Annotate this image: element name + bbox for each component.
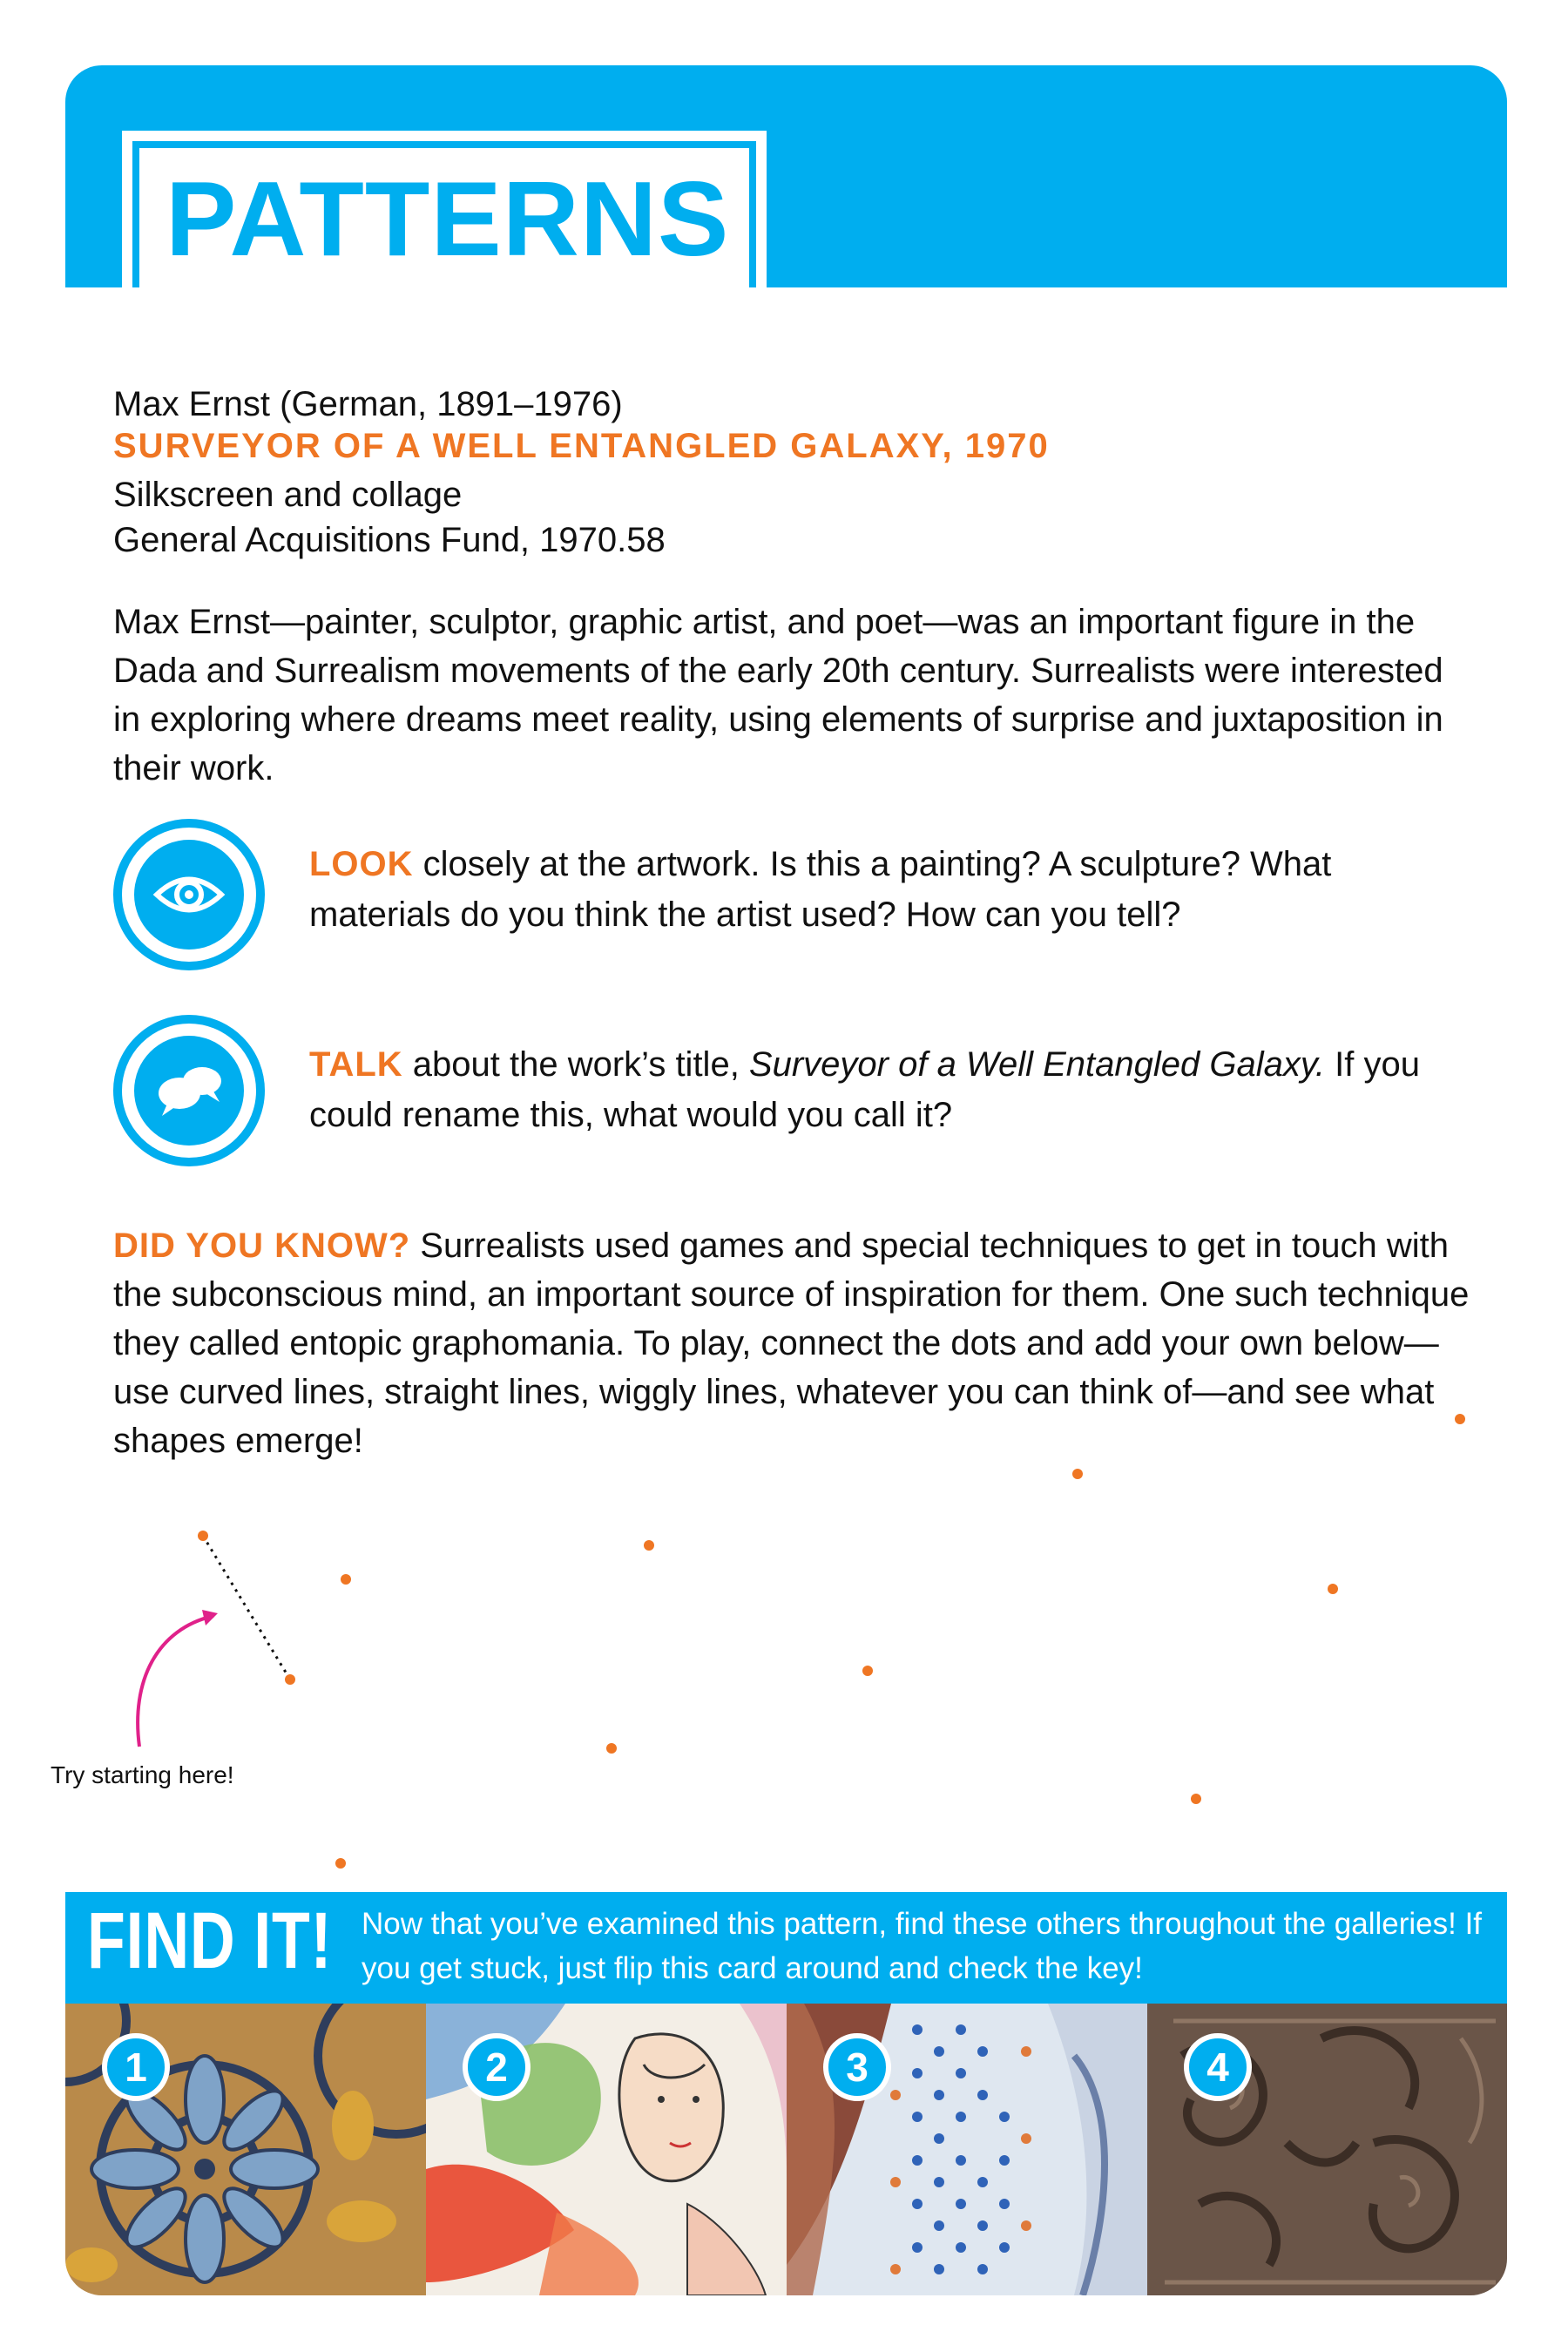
dot[interactable] bbox=[341, 1574, 351, 1585]
talk-text-after: If you could rename this, what would you call it? bbox=[309, 1045, 1420, 1134]
find-it-title: FIND IT! bbox=[87, 1896, 333, 1985]
look-prompt bbox=[309, 839, 1468, 940]
talk-text-before: about the work’s title, bbox=[402, 1045, 749, 1084]
pattern-tiles bbox=[65, 2004, 1507, 2295]
hint-arrow bbox=[138, 1616, 213, 1747]
dot[interactable] bbox=[285, 1674, 295, 1685]
dot[interactable] bbox=[606, 1743, 617, 1754]
tile-1-badge: 1 bbox=[102, 2033, 170, 2101]
dot[interactable] bbox=[335, 1858, 346, 1869]
dot[interactable] bbox=[862, 1666, 873, 1676]
pattern-tile-4[interactable] bbox=[1147, 2004, 1507, 2295]
talk-prompt bbox=[309, 1039, 1468, 1140]
pattern-tile-2[interactable] bbox=[426, 2004, 787, 2295]
did-you-know bbox=[113, 1221, 1481, 1465]
talk-keyword: TALK bbox=[309, 1045, 403, 1084]
tile-4-badge: 4 bbox=[1184, 2033, 1252, 2101]
eye-icon bbox=[122, 828, 256, 962]
artist-line: Max Ernst (German, 1891–1976) bbox=[113, 385, 623, 423]
dot[interactable] bbox=[198, 1531, 208, 1541]
did-you-know-keyword: DID YOU KNOW? bbox=[113, 1227, 411, 1265]
hint-label: Try starting here! bbox=[51, 1761, 234, 1788]
look-icon-circle bbox=[113, 819, 265, 970]
find-it-text: Now that you’ve examined this pattern, find these others throughout the galleries! If you get stuck, just flip this card around and check the key! bbox=[362, 1907, 1483, 1985]
talk-artwork-title: Surveyor of a Well Entangled Galaxy. bbox=[748, 1045, 1325, 1084]
did-you-know-text: Surrealists used games and special techniques to get in touch with the subconscious mind, an important source of inspiration for them. One such technique they called entopic graphomania. To play, connect the dots and add your own below—use curved lines, straight lines, wiggly lines, whatever you can think of—and see what shapes emerge! bbox=[113, 1227, 1470, 1460]
tile-3-badge: 3 bbox=[823, 2033, 891, 2101]
look-text: closely at the artwork. Is this a painting? A sculpture? What materials do you think the artist used? How can you tell? bbox=[309, 845, 1332, 934]
intro-paragraph: Max Ernst—painter, sculptor, graphic artist, and poet—was an important figure in the Dada and Surrealism movements of the early 20th century. Surrealists were interested in exploring where dreams meet reality, using elements of surprise and juxtaposition in their work. bbox=[113, 603, 1443, 787]
pattern-tile-1[interactable] bbox=[65, 2004, 426, 2295]
look-keyword: LOOK bbox=[309, 845, 414, 883]
speech-bubbles-icon bbox=[122, 1024, 256, 1158]
artwork-credit: General Acquisitions Fund, 1970.58 bbox=[113, 521, 666, 559]
dot[interactable] bbox=[1191, 1794, 1201, 1804]
talk-icon-circle bbox=[113, 1015, 265, 1166]
hint-arrow-head bbox=[202, 1610, 218, 1625]
dot[interactable] bbox=[1072, 1469, 1083, 1479]
artwork-medium: Silkscreen and collage bbox=[113, 476, 463, 514]
pattern-tile-3[interactable] bbox=[787, 2004, 1147, 2295]
artwork-title: SURVEYOR OF A WELL ENTANGLED GALAXY, 1970 bbox=[113, 427, 1050, 465]
tile-2-badge: 2 bbox=[463, 2033, 531, 2101]
page-title: PATTERNS bbox=[166, 159, 730, 278]
dot[interactable] bbox=[644, 1540, 654, 1551]
dot[interactable] bbox=[1328, 1584, 1338, 1594]
example-dotted-line bbox=[203, 1536, 290, 1680]
